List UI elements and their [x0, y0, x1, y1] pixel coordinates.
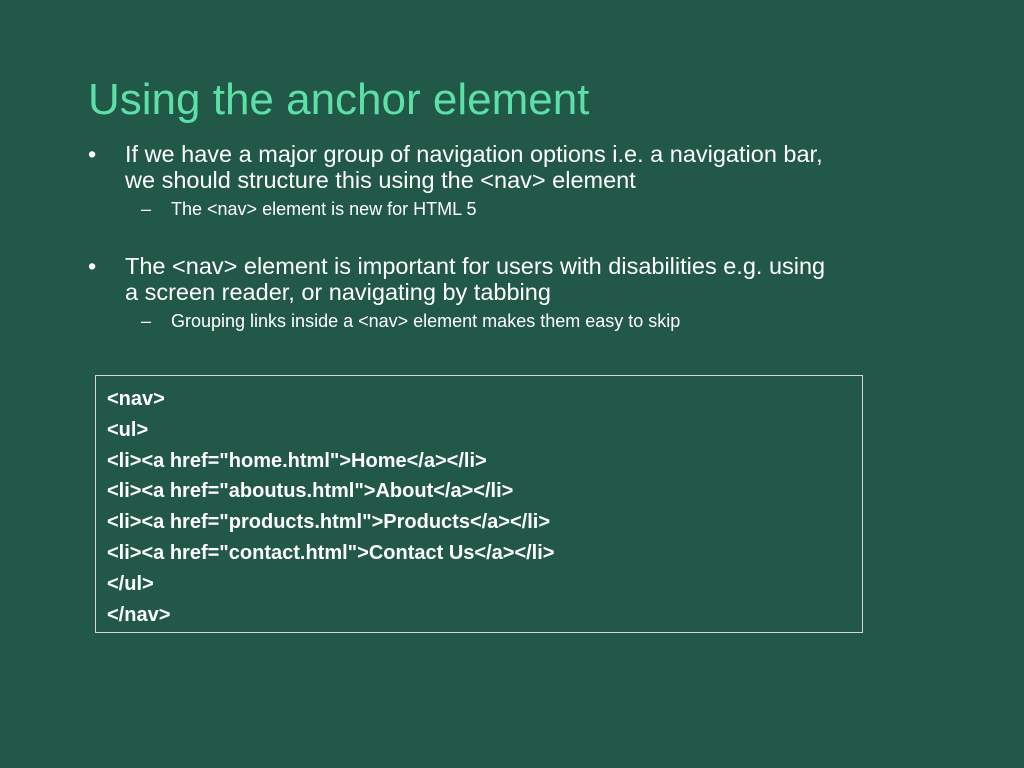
bullet-text-line: a screen reader, or navigating by tabbing — [125, 279, 551, 305]
code-line: <li><a href="products.html">Products</a></li> — [107, 511, 551, 534]
bullet-marker: • — [88, 141, 97, 167]
code-line: <ul> — [107, 418, 149, 441]
code-line: <li><a href="contact.html">Contact Us</a></li> — [107, 541, 555, 564]
sub-bullet-item — [88, 198, 968, 220]
sub-bullet-text: The <nav> element is new for HTML 5 — [171, 199, 477, 219]
bullet-item — [88, 253, 968, 305]
spacer — [88, 220, 968, 253]
code-line: <li><a href="home.html">Home</a></li> — [107, 449, 487, 472]
sub-bullet-marker: – — [141, 199, 152, 219]
code-line: <li><a href="aboutus.html">About</a></li> — [107, 480, 514, 503]
sub-bullet-item — [88, 310, 968, 332]
code-line: <nav> — [107, 388, 165, 410]
bullet-text-line: we should structure this using the <nav> element — [125, 167, 636, 193]
bullet-item — [88, 141, 968, 193]
bullet-marker: • — [88, 253, 97, 279]
code-line: </nav> — [107, 603, 171, 626]
sub-bullet-text: Grouping links inside a <nav> element makes them easy to skip — [171, 311, 681, 331]
bullet-list — [88, 141, 968, 332]
code-example-box — [95, 375, 863, 633]
bullet-text-line: If we have a major group of navigation options i.e. a navigation bar, — [125, 141, 823, 167]
sub-bullet-marker: – — [141, 311, 152, 331]
slide-title: Using the anchor element — [88, 75, 590, 124]
code-line: </ul> — [107, 572, 154, 595]
bullet-text-line: The <nav> element is important for users with disabilities e.g. using — [125, 253, 826, 279]
